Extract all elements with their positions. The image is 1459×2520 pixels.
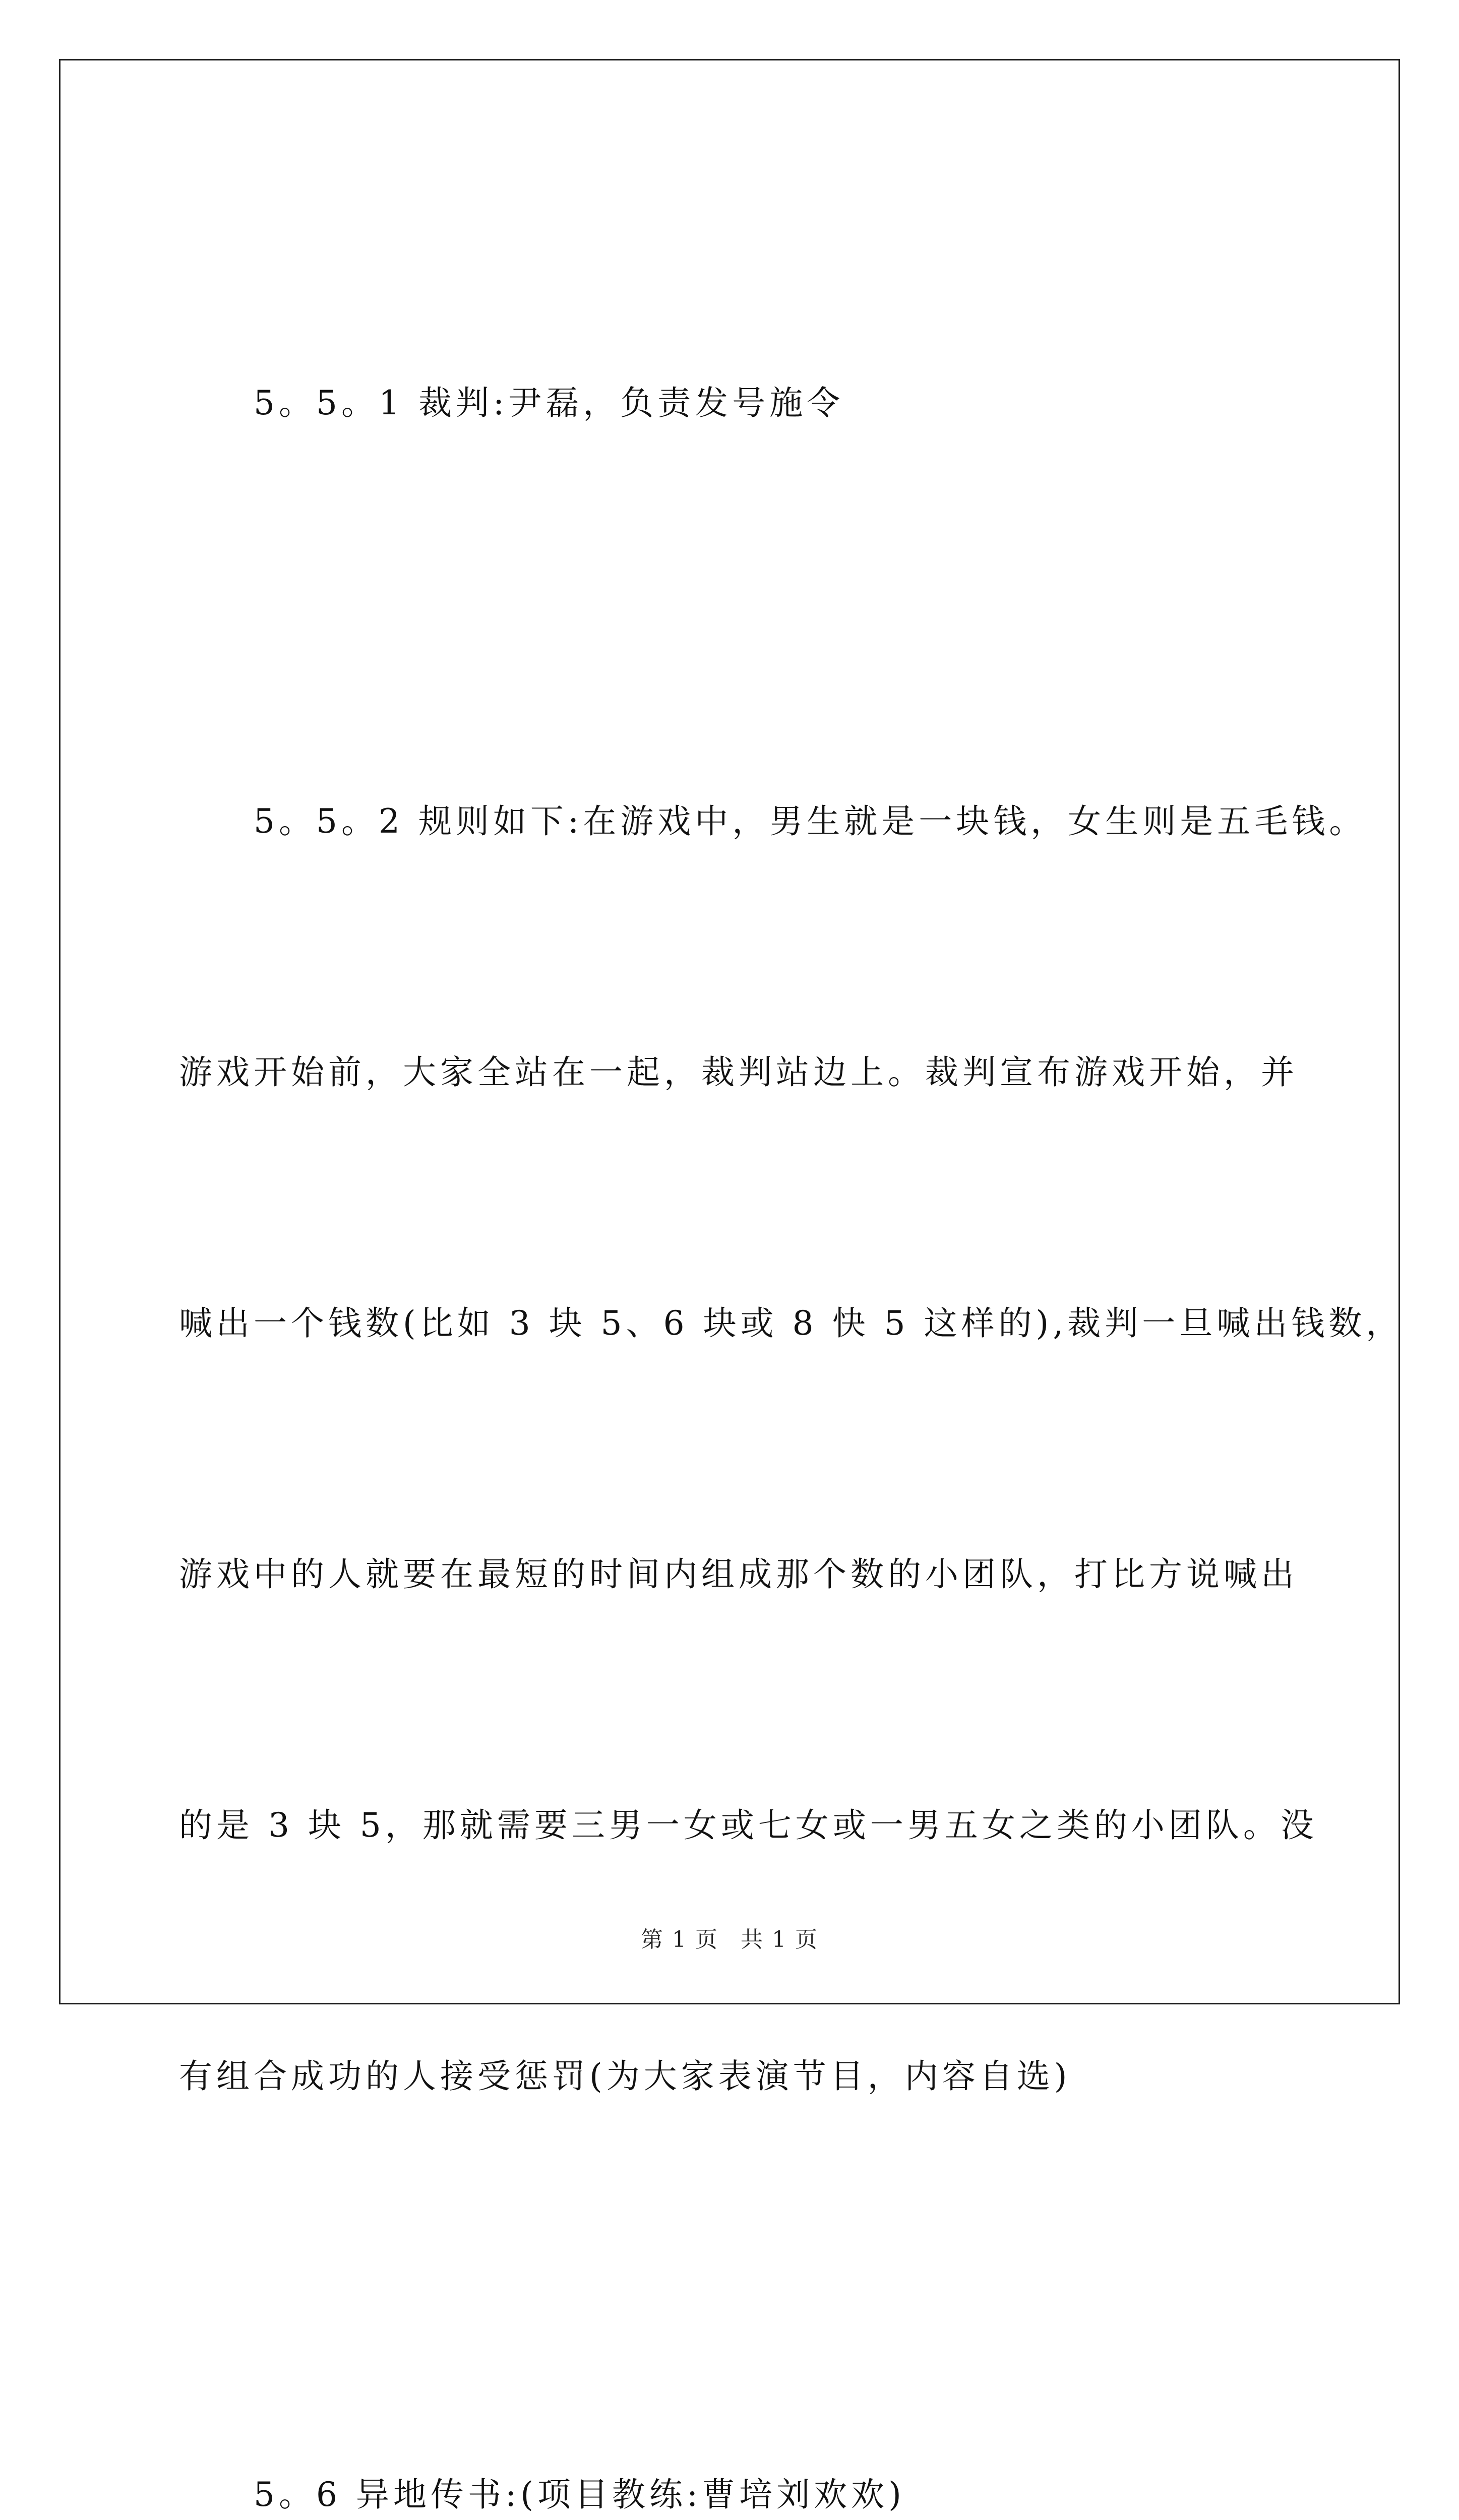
text-line: 5。5。1 裁判:尹磊，负责发号施令	[254, 384, 844, 422]
paragraph-5-5-1	[179, 194, 1303, 612]
text-line: 5。6 异地传书:(项目教练:曹培刘欢欢)	[254, 2475, 905, 2514]
page-number-current: 第 1 页	[641, 1927, 718, 1952]
text-line: 的是 3 块 5，那就需要三男一女或七女或一男五女之类的小团队。没	[179, 1806, 1318, 1845]
text-line: 游戏开始前，大家全站在一起，裁判站边上。裁判宣布游戏开始，并	[179, 1053, 1298, 1092]
document-body	[179, 194, 1404, 2520]
heading-5-6	[179, 2286, 1303, 2520]
page-number-total: 共 1 页	[741, 1927, 818, 1952]
page-footer	[0, 1921, 1459, 1954]
text-line: 游戏中的人就要在最短的时间内组成那个数的小团队，打比方说喊出	[179, 1555, 1298, 1594]
text-line: 有组合成功的人接受惩罚(为大家表演节目，内容自选)	[179, 2057, 1071, 2096]
text-line: 喊出一个钱数(比如 3 块 5、6 块或 8 快 5 这样的),裁判一旦喊出钱数，	[179, 1304, 1404, 1343]
text-line: 5。5。2 规则如下:在游戏中，男生就是一块钱，女生则是五毛钱。	[254, 802, 1367, 841]
paragraph-5-5-2	[179, 612, 1404, 2286]
